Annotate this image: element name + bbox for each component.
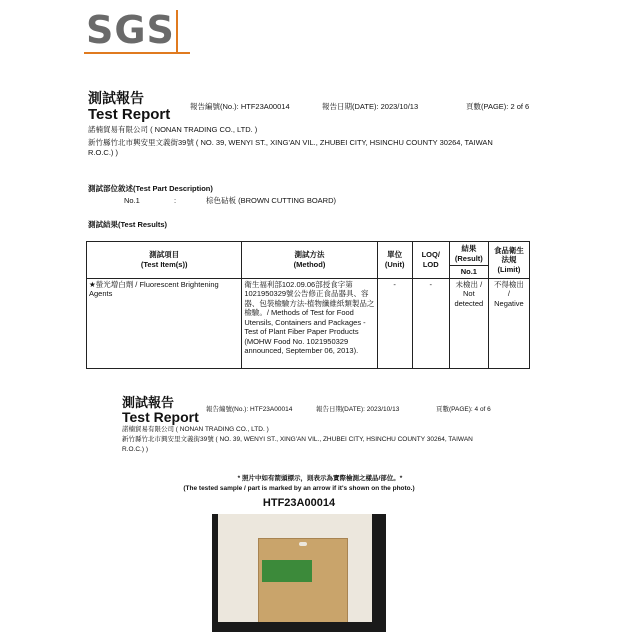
photo-note-zh: * 照片中如有箭頭標示，則表示為實際檢測之樣品/部位。* — [237, 475, 403, 482]
col-header-unit: 單位 (Unit) — [377, 242, 412, 279]
cell-result: 未檢出 / Not detected — [449, 278, 488, 368]
company-address-line2-p4: R.O.C.) ) — [122, 446, 148, 453]
test-part-colon: : — [174, 196, 177, 205]
photo-note-en: (The tested sample / part is marked by an arrow if it's shown on the photo.) — [183, 485, 415, 492]
company-address-line2: R.O.C.) ) — [88, 148, 118, 157]
company-name: 諾楠貿易有限公司 ( NONAN TRADING CO., LTD. ) — [88, 125, 258, 134]
table-row — [87, 278, 530, 368]
logo-underline — [84, 52, 190, 54]
cell-method: 衛生福利部102.09.06部授食字第1021950329號公告修正食品器具、容器、包裝檢驗方法-植物纖維紙類製品之檢驗。/ Methods of Test for Food Utensils, Containers and Packages - Test of Plant Fiber Paper Products (MOHW Food No. 1021950329 announced, September 06, 2013). — [242, 278, 377, 368]
report-date-p4: 報告日期(DATE): 2023/10/13 — [316, 406, 400, 413]
col-header-limit: 食品衛生 法規 (Limit) — [488, 242, 529, 279]
report-title-zh-p4: 測試報告 — [122, 396, 175, 411]
sample-id: HTF23A00014 — [262, 497, 336, 509]
results-table — [86, 241, 530, 369]
test-part-description: 棕色砧板 (BROWN CUTTING BOARD) — [206, 196, 336, 205]
col-header-loq: LOQ/ LOD — [412, 242, 449, 279]
cell-limit: 不得檢出 / Negative — [488, 278, 529, 368]
ruler-right — [372, 514, 386, 632]
report-title-en: Test Report — [88, 106, 171, 123]
report-number-p4: 報告編號(No.): HTF23A00014 — [206, 406, 293, 413]
company-address-line1-p4: 新竹縣竹北市興安里文義街39號 ( NO. 39, WENYI ST., XING'AN VIL., ZHUBEI CITY, HSINCHU COUNTY 30264, TAIWAN — [122, 436, 473, 443]
test-results-heading: 測試結果(Test Results) — [88, 220, 168, 229]
test-part-no: No.1 — [124, 196, 140, 205]
col-header-item: 測試項目 (Test Item(s)) — [87, 242, 242, 279]
company-address-line1: 新竹縣竹北市興安里文義街39號 ( NO. 39, WENYI ST., XING'AN VIL., ZHUBEI CITY, HSINCHU COUNTY 30264, TAIWAN — [88, 138, 493, 147]
sgs-logo — [86, 10, 196, 58]
report-title-en-p4: Test Report — [122, 409, 199, 425]
report-number: 報告編號(No.): HTF23A00014 — [190, 102, 290, 111]
report-title-zh: 測試報告 — [88, 91, 144, 107]
col-header-method: 測試方法 (Method) — [242, 242, 377, 279]
col-header-result-no: No.1 — [449, 266, 488, 279]
page-number-p4: 頁數(PAGE): 4 of 6 — [436, 406, 491, 413]
cell-loq: - — [412, 278, 449, 368]
page-number: 頁數(PAGE): 2 of 6 — [466, 102, 530, 111]
company-name-p4: 諾楠貿易有限公司 ( NONAN TRADING CO., LTD. ) — [122, 426, 269, 433]
test-part-heading: 測試部位敘述(Test Part Description) — [88, 184, 213, 193]
product-label-image — [262, 560, 312, 582]
cell-unit: - — [377, 278, 412, 368]
cell-item: ★螢光增白劑 / Fluorescent Brightening Agents — [87, 278, 242, 368]
sgs-logo-text: SGS — [86, 8, 175, 52]
board-hanging-hole — [299, 542, 307, 546]
report-date: 報告日期(DATE): 2023/10/13 — [322, 102, 419, 111]
logo-tick — [176, 10, 178, 54]
ruler-left — [212, 514, 218, 632]
ruler-bottom — [212, 622, 386, 632]
col-header-result: 結果 (Result) — [449, 242, 488, 266]
